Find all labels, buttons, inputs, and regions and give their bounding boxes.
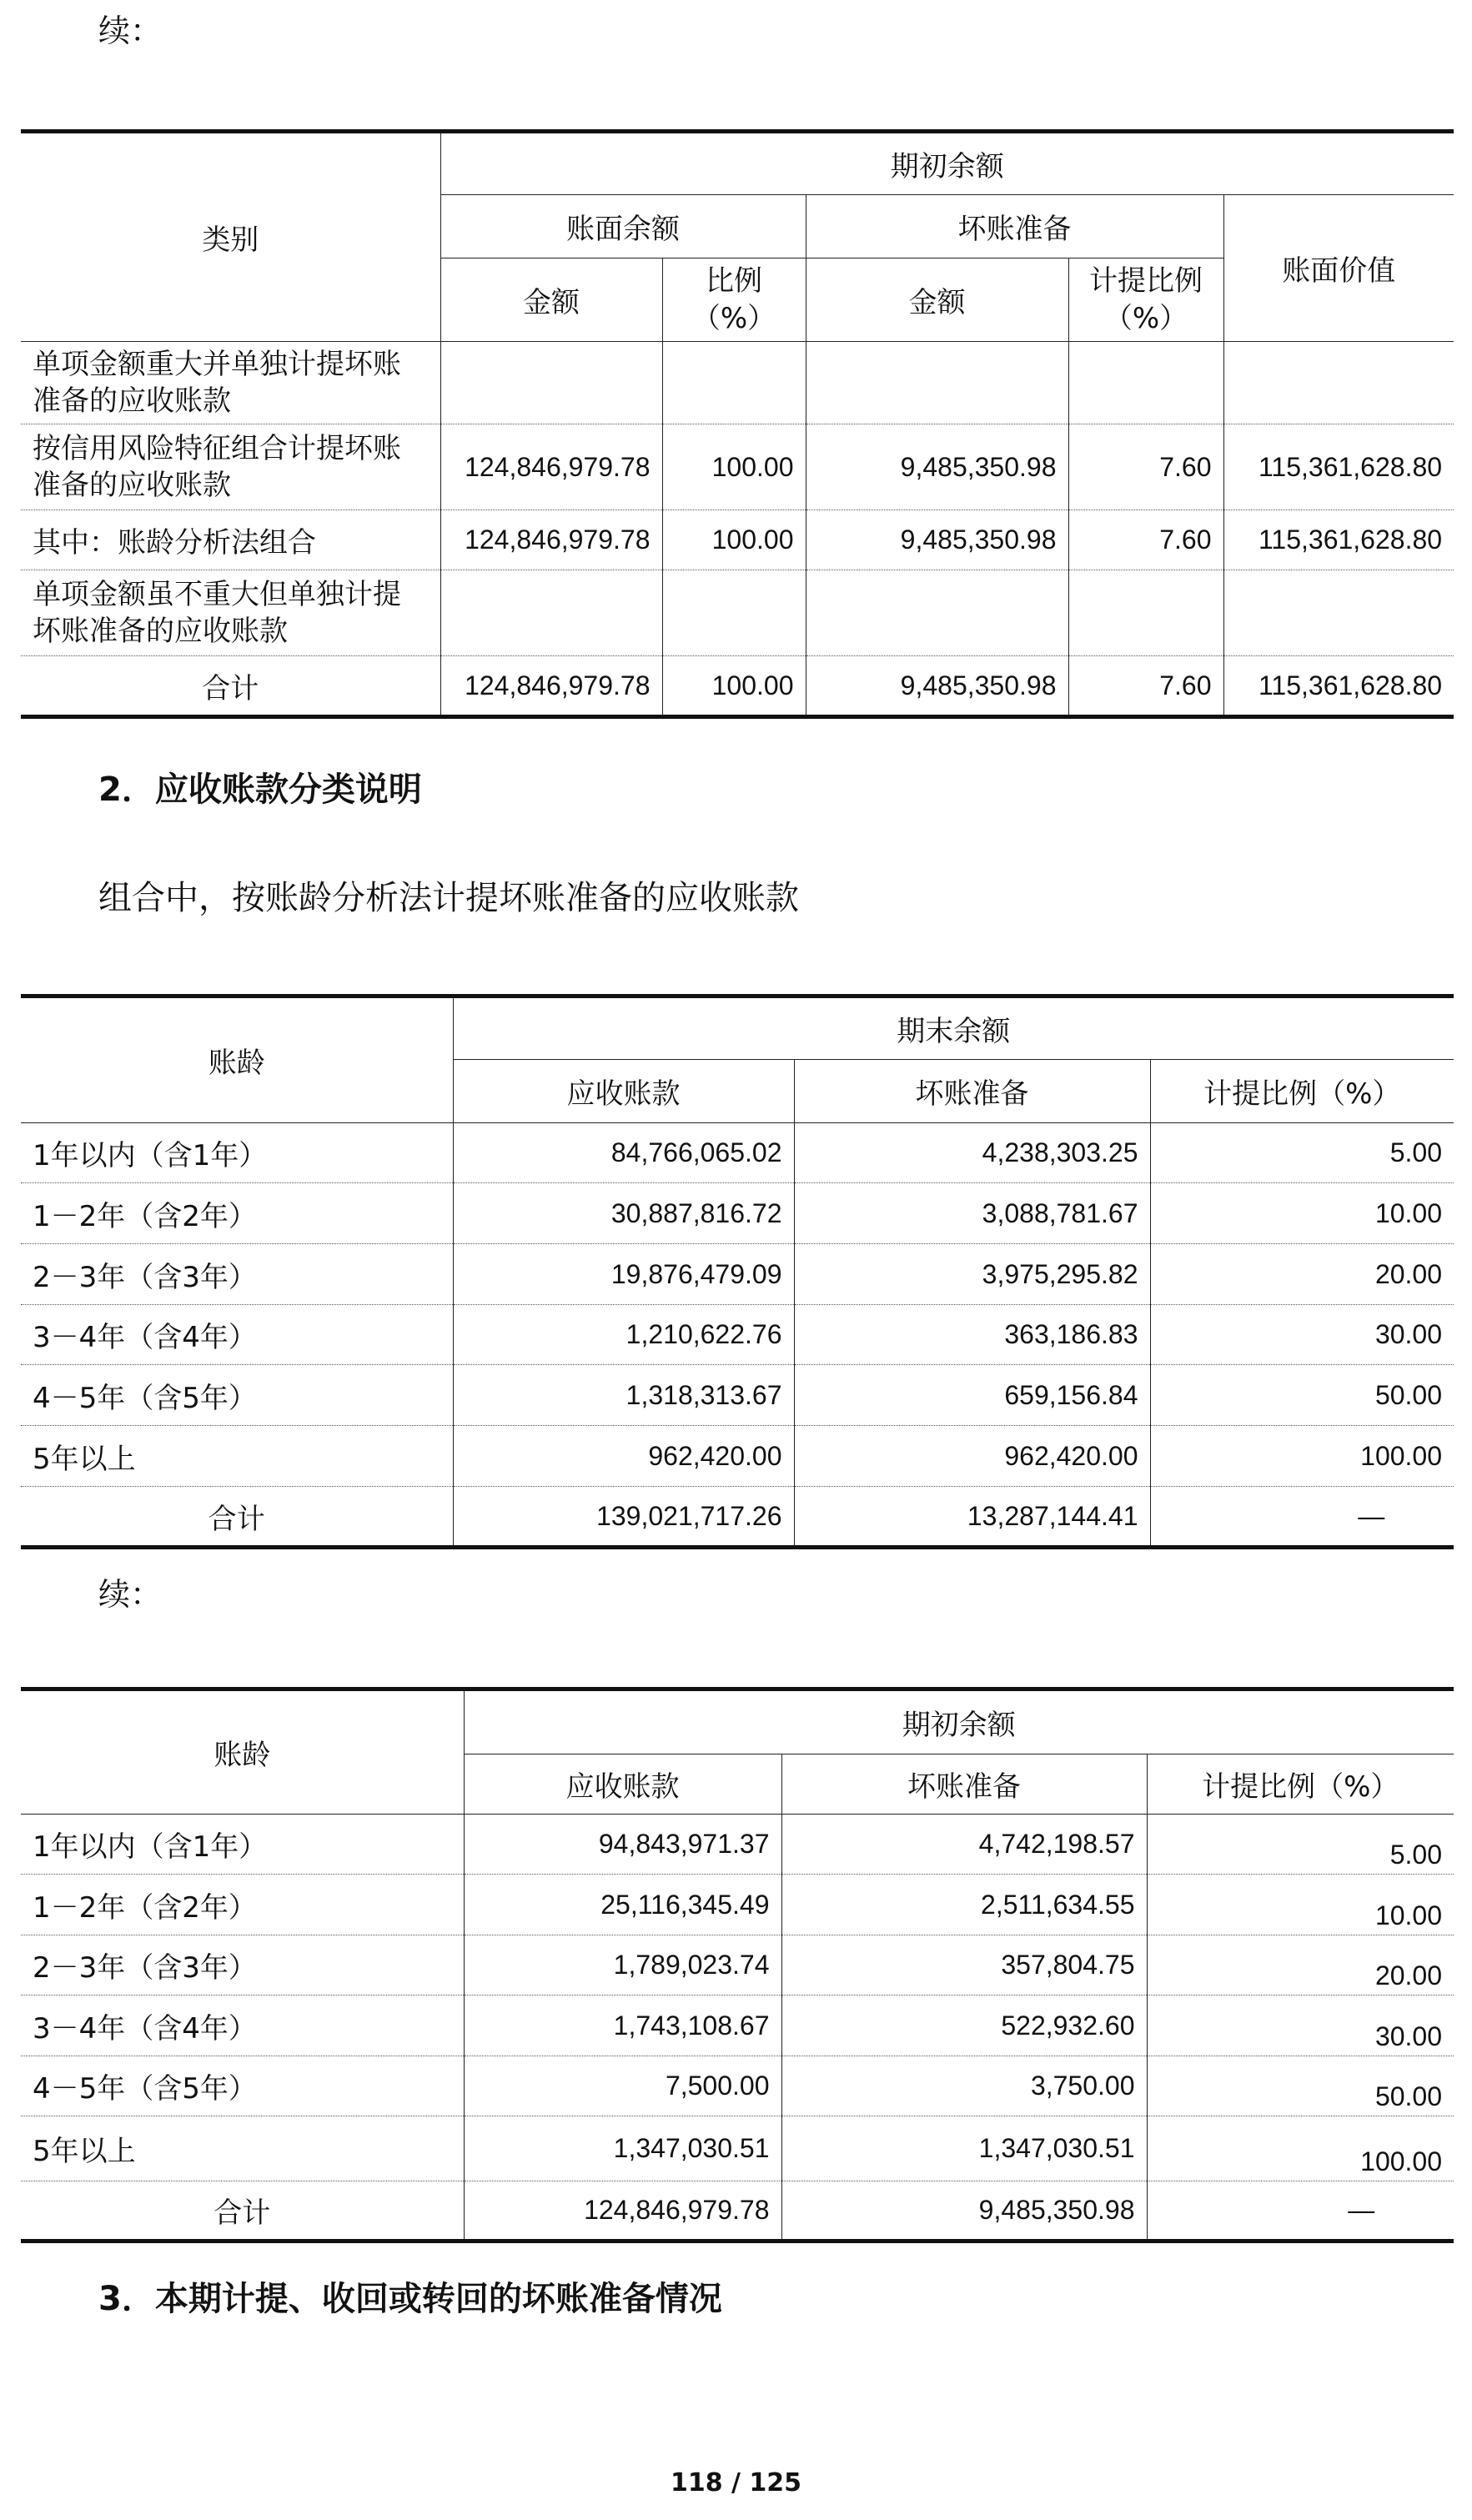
receivable-cell: 139,021,717.26: [453, 1487, 794, 1548]
receivable-cell: 19,876,479.09: [453, 1244, 794, 1305]
ratio-cell: [662, 342, 806, 424]
category-cell: 单项金额重大并单独计提坏账准备的应收账款: [21, 342, 440, 424]
aging-cell: 5年以上: [21, 2116, 464, 2181]
book-value-cell: [1223, 570, 1454, 656]
header-aging: 账龄: [21, 996, 453, 1123]
header-bad-debt-provision: 坏账准备: [794, 1060, 1150, 1123]
header-provision-ratio: 计提比例（%）: [1068, 259, 1223, 342]
table-row: [21, 424, 1454, 510]
header-book-balance: 账面余额: [440, 195, 806, 259]
ratio-cell: —: [1150, 1487, 1454, 1548]
receivable-cell: 1,743,108.67: [464, 1995, 781, 2056]
aging-cell: 4－5年（含5年）: [21, 2056, 464, 2116]
aging-cell: 1－2年（含2年）: [21, 1183, 453, 1244]
bad-debt-cell: 3,088,781.67: [794, 1183, 1150, 1244]
table-row: [21, 2116, 1454, 2181]
amount-cell: [440, 570, 662, 656]
aging-cell: 3－4年（含4年）: [21, 1995, 464, 2056]
bad-debt-cell: 3,750.00: [781, 2056, 1147, 2116]
header-bad-debt-provision: 坏账准备: [781, 1754, 1147, 1815]
header-aging: 账龄: [21, 1689, 464, 1815]
amount-cell: 124,846,979.78: [440, 424, 662, 510]
aging-cell: 1年以内（含1年）: [21, 1123, 453, 1183]
category-cell: 其中：账龄分析法组合: [21, 510, 440, 570]
table-opening-balance-by-category: [21, 129, 1454, 719]
section-2-heading: 2．应收账款分类说明: [98, 771, 422, 809]
ratio-cell: 10.00: [1147, 1875, 1454, 1935]
total-label: 合计: [21, 1487, 453, 1548]
table-row: [21, 1875, 1454, 1935]
ratio-cell: 100.00: [662, 510, 806, 570]
book-value-cell: [1223, 342, 1454, 424]
header-opening-balance: 期初余额: [464, 1689, 1454, 1754]
header-book-value: 账面价值: [1223, 195, 1454, 342]
table-row: [21, 510, 1454, 570]
aging-cell: 2－3年（含3年）: [21, 1244, 453, 1305]
provision-ratio-cell: [1068, 570, 1223, 656]
table-row: [21, 570, 1454, 656]
receivable-cell: 30,887,816.72: [453, 1183, 794, 1244]
bad-debt-cell: 2,511,634.55: [781, 1875, 1147, 1935]
receivable-cell: 25,116,345.49: [464, 1875, 781, 1935]
ratio-cell: 30.00: [1150, 1305, 1454, 1365]
ratio-cell: 10.00: [1150, 1183, 1454, 1244]
continued-label: 续：: [98, 1576, 163, 1613]
provision-ratio-cell: 7.60: [1068, 424, 1223, 510]
ratio-cell: 30.00: [1147, 1995, 1454, 2056]
header-closing-balance: 期末余额: [453, 996, 1454, 1060]
bad-debt-cell: 9,485,350.98: [806, 656, 1068, 717]
book-value-cell: 115,361,628.80: [1223, 424, 1454, 510]
table-row: [21, 1365, 1454, 1426]
table-row: [21, 1995, 1454, 2056]
aging-cell: 2－3年（含3年）: [21, 1935, 464, 1995]
ratio-cell: 50.00: [1150, 1365, 1454, 1426]
aging-cell: 1－2年（含2年）: [21, 1875, 464, 1935]
table-row: [21, 1935, 1454, 1995]
table-row: [21, 1815, 1454, 1875]
section-3-heading: 3．本期计提、收回或转回的坏账准备情况: [98, 2280, 722, 2318]
header-ratio: 比例（%）: [662, 259, 806, 342]
bad-debt-cell: 522,932.60: [781, 1995, 1147, 2056]
receivable-cell: 94,843,971.37: [464, 1815, 781, 1875]
table-row-total: [21, 1487, 1454, 1548]
receivable-cell: 7,500.00: [464, 2056, 781, 2116]
table-row-total: [21, 656, 1454, 717]
total-label: 合计: [21, 2181, 464, 2241]
ratio-cell: 5.00: [1150, 1123, 1454, 1183]
header-bad-debt-amount: 金额: [806, 259, 1068, 342]
header-receivable: 应收账款: [464, 1754, 781, 1815]
receivable-cell: 84,766,065.02: [453, 1123, 794, 1183]
table-row: [21, 1305, 1454, 1365]
amount-cell: 124,846,979.78: [440, 510, 662, 570]
bad-debt-cell: 3,975,295.82: [794, 1244, 1150, 1305]
bad-debt-cell: 659,156.84: [794, 1365, 1150, 1426]
header-receivable: 应收账款: [453, 1060, 794, 1123]
bad-debt-cell: 962,420.00: [794, 1426, 1150, 1487]
total-label: 合计: [21, 656, 440, 717]
provision-ratio-cell: 7.60: [1068, 656, 1223, 717]
ratio-cell: 100.00: [662, 656, 806, 717]
table-row: [21, 1426, 1454, 1487]
header-amount: 金额: [440, 259, 662, 342]
ratio-cell: 20.00: [1150, 1244, 1454, 1305]
bad-debt-cell: 13,287,144.41: [794, 1487, 1150, 1548]
receivable-cell: 1,210,622.76: [453, 1305, 794, 1365]
ratio-cell: 20.00: [1147, 1935, 1454, 1995]
receivable-cell: 1,347,030.51: [464, 2116, 781, 2181]
ratio-cell: 5.00: [1147, 1815, 1454, 1875]
header-provision-ratio: 计提比例（%）: [1147, 1754, 1454, 1815]
section-2-subtitle: 组合中，按账龄分析法计提坏账准备的应收账款: [98, 879, 799, 917]
table-opening-balance-by-aging: [21, 1687, 1454, 2243]
ratio-cell: —: [1147, 2181, 1454, 2241]
aging-cell: 4－5年（含5年）: [21, 1365, 453, 1426]
continued-label: 续：: [98, 13, 163, 49]
table-closing-balance-by-aging: [21, 994, 1454, 1549]
table-row: [21, 1244, 1454, 1305]
table-row-total: [21, 2181, 1454, 2241]
table-row: [21, 2056, 1454, 2116]
bad-debt-cell: [806, 342, 1068, 424]
ratio-cell: 50.00: [1147, 2056, 1454, 2116]
bad-debt-cell: 357,804.75: [781, 1935, 1147, 1995]
table-row: [21, 1183, 1454, 1244]
ratio-cell: 100.00: [1147, 2116, 1454, 2181]
bad-debt-cell: 9,485,350.98: [806, 424, 1068, 510]
bad-debt-cell: 9,485,350.98: [781, 2181, 1147, 2241]
header-category: 类别: [21, 132, 440, 342]
receivable-cell: 1,318,313.67: [453, 1365, 794, 1426]
header-opening-balance: 期初余额: [440, 132, 1454, 195]
ratio-cell: [662, 570, 806, 656]
bad-debt-cell: 9,485,350.98: [806, 510, 1068, 570]
aging-cell: 1年以内（含1年）: [21, 1815, 464, 1875]
table-row: [21, 1123, 1454, 1183]
amount-cell: [440, 342, 662, 424]
category-cell: 按信用风险特征组合计提坏账准备的应收账款: [21, 424, 440, 510]
bad-debt-cell: 4,742,198.57: [781, 1815, 1147, 1875]
header-provision-ratio: 计提比例（%）: [1150, 1060, 1454, 1123]
provision-ratio-cell: [1068, 342, 1223, 424]
aging-cell: 5年以上: [21, 1426, 453, 1487]
provision-ratio-cell: 7.60: [1068, 510, 1223, 570]
category-cell: 单项金额虽不重大但单独计提坏账准备的应收账款: [21, 570, 440, 656]
receivable-cell: 124,846,979.78: [464, 2181, 781, 2241]
aging-cell: 3－4年（含4年）: [21, 1305, 453, 1365]
amount-cell: 124,846,979.78: [440, 656, 662, 717]
ratio-cell: 100.00: [662, 424, 806, 510]
bad-debt-cell: [806, 570, 1068, 656]
page-number: 118 / 125: [670, 2468, 802, 2497]
header-bad-debt-provision: 坏账准备: [806, 195, 1223, 259]
ratio-cell: 100.00: [1150, 1426, 1454, 1487]
book-value-cell: 115,361,628.80: [1223, 656, 1454, 717]
bad-debt-cell: 4,238,303.25: [794, 1123, 1150, 1183]
bad-debt-cell: 1,347,030.51: [781, 2116, 1147, 2181]
bad-debt-cell: 363,186.83: [794, 1305, 1150, 1365]
receivable-cell: 962,420.00: [453, 1426, 794, 1487]
book-value-cell: 115,361,628.80: [1223, 510, 1454, 570]
receivable-cell: 1,789,023.74: [464, 1935, 781, 1995]
table-row: [21, 342, 1454, 424]
